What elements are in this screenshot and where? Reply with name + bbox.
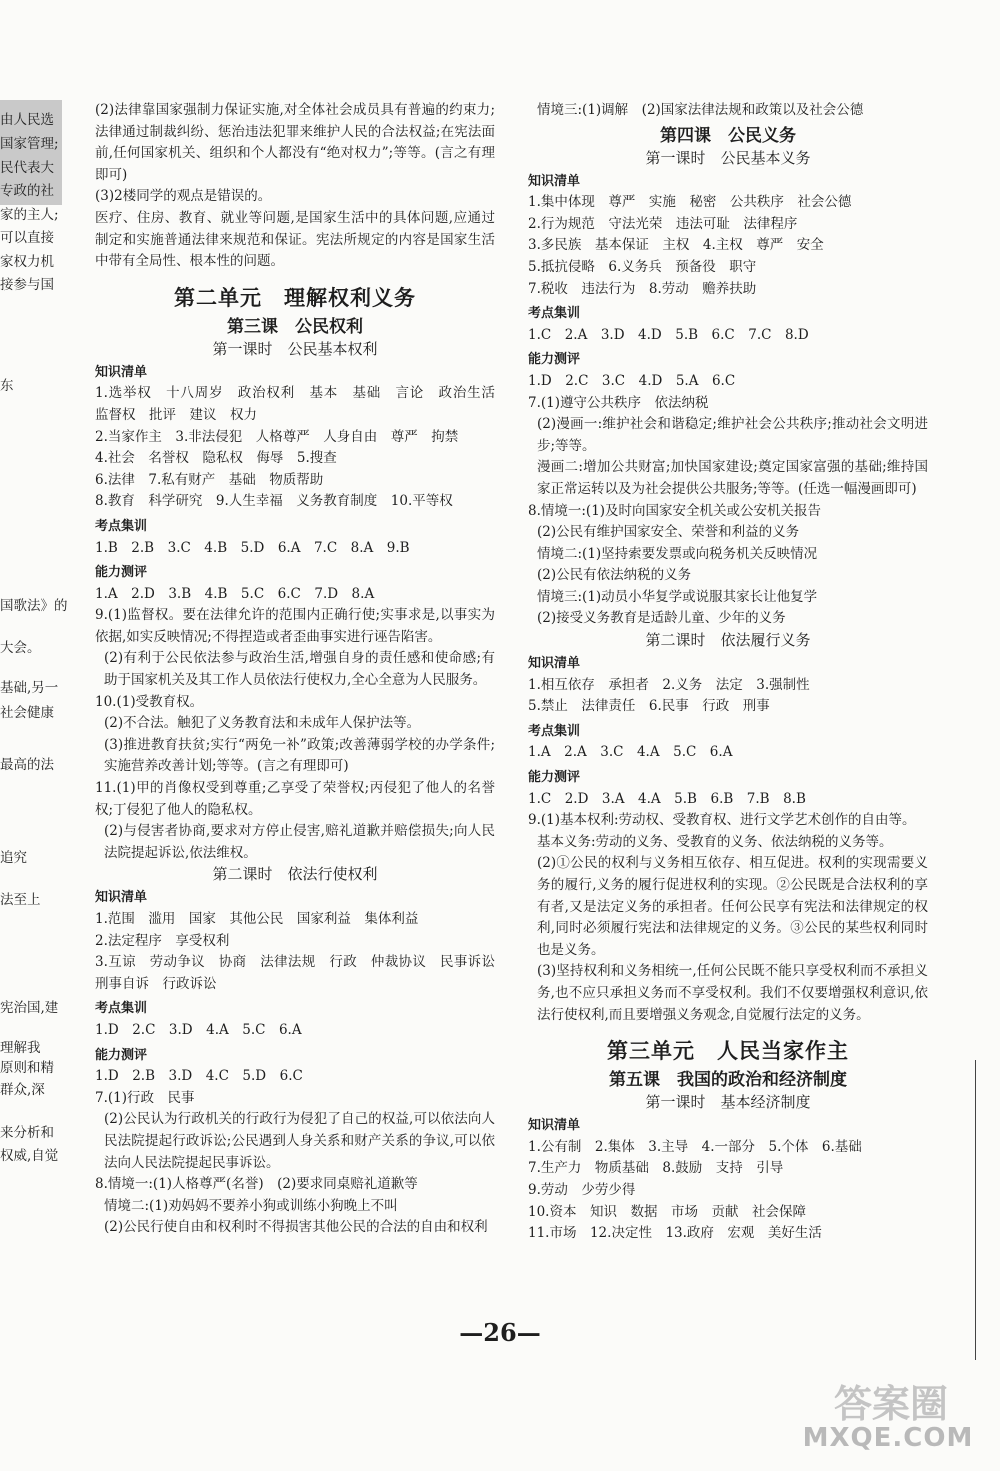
left-fragment-text: 法至上 xyxy=(0,892,41,908)
answer-line: (2)公民行使自由和权利时不得损害其他公民的合法的自由和权利 xyxy=(104,1219,488,1236)
answer-line: 8.情境一:(1)人格尊严(名誉) (2)要求同桌赔礼道歉等 xyxy=(95,1176,418,1193)
answer-line: 1.C 2.A 3.D 4.D 5.B 6.C 7.C 8.D xyxy=(528,326,809,343)
left-fragment-text: 理解我 xyxy=(0,1040,41,1056)
left-fragment-text: 基础,另一 xyxy=(0,680,59,696)
answer-line: 情境二:(1)劝妈妈不要养小狗或训练小狗晚上不叫 xyxy=(104,1197,398,1214)
section-heading: 考点集训 xyxy=(95,518,148,534)
answer-line: 1.集中体现 尊严 实施 秘密 公共秩序 社会公德 xyxy=(528,194,852,211)
answer-line: 1.D 2.C 3.C 4.D 5.A 6.C xyxy=(528,372,736,389)
answer-line: 11.市场 12.决定性 13.政府 宏观 美好生活 xyxy=(528,1225,822,1242)
answer-line: (2)公民有依法纳税的义务 xyxy=(537,567,692,584)
answer-line: 1.范围 滥用 国家 其他公民 国家利益 集体利益 xyxy=(95,911,419,927)
section-heading: 考点集训 xyxy=(95,1001,148,1017)
unit-title: 第三单元 人民当家作主 xyxy=(607,1039,849,1064)
answer-line: 7.生产力 物质基础 8.鼓励 支持 引导 xyxy=(528,1160,784,1177)
answer-line: 漫画二:增加公共财富;加快国家建设;奠定国家富强的基础;维持国家正常运转以及为社会提供公共服务;等等。(任选一幅漫画即可) xyxy=(537,459,928,497)
left-fragment-text: 由人民选 xyxy=(0,112,54,128)
left-page-fragment xyxy=(0,100,75,1300)
left-column xyxy=(95,100,509,1239)
left-fragment-text: 可以直接 xyxy=(0,230,54,246)
answer-line: 10.资本 知识 数据 市场 贡献 社会保障 xyxy=(528,1203,806,1220)
answer-line: 7.(1)行政 民事 xyxy=(95,1089,195,1106)
answer-line: (2)不合法。触犯了义务教育法和未成年人保护法等。 xyxy=(104,715,421,732)
section-heading: 知识清单 xyxy=(528,1118,581,1134)
answer-line: (2)①公民的权利与义务相互依存、相互促进。权利的实现需要义务的履行,义务的履行促进权利的实现。②公民既是合法权利的享有者,又是法定义务的承担者。任何公民享有宪法和法律规定的权利,同时必须履行宪法和法律规定的义务。③公民的某些权利同时也是义务。 xyxy=(537,855,928,958)
page-number: —26— xyxy=(459,1318,541,1347)
lesson-title: 第四课 公民义务 xyxy=(660,125,796,146)
period-title: 第二课时 依法行使权利 xyxy=(212,865,378,884)
answer-line: 5.抵抗侵略 6.义务兵 预备役 职守 xyxy=(528,258,757,275)
answer-line: (2)有利于公民依法参与政治生活,增强自身的责任感和使命感;有助于国家机关及其工作人员依法行使权力,全心全意为人民服务。 xyxy=(104,650,495,689)
answer-line: 1.A 2.D 3.B 4.B 5.C 6.C 7.D 8.A xyxy=(95,585,375,602)
answer-line: 9.(1)监督权。要在法律允许的范围内正确行使;实事求是,以事实为依据,如实反映情况;不得捏造或者歪曲事实进行诬告陷害。 xyxy=(95,607,495,645)
answer-line: (2)与侵害者协商,要求对方停止侵害,赔礼道歉并赔偿损失;向人民法院提起诉讼,依法维权。 xyxy=(104,823,495,861)
page-edge-rule xyxy=(975,1060,976,1360)
answer-line: 11.(1)甲的肖像权受到尊重;乙享受了荣誉权;丙侵犯了他人的名誉权;丁侵犯了他人的隐私权。 xyxy=(95,780,495,818)
left-fragment-text: 群众,深 xyxy=(0,1082,45,1098)
left-fragment-text: 宪治国,建 xyxy=(0,1000,59,1016)
lesson-title: 第五课 我国的政治和经济制度 xyxy=(609,1070,847,1091)
answer-line: (3)推进教育扶贫;实行“两免一补”政策;改善薄弱学校的办学条件;实施营养改善计划;等等。(言之有理即可) xyxy=(104,736,495,775)
answer-line: 7.(1)遵守公共秩序 依法纳税 xyxy=(528,394,709,411)
answer-line: (2)接受义务教育是适龄儿童、少年的义务 xyxy=(537,610,786,627)
answer-line: 基本义务:劳动的义务、受教育的义务、依法纳税的义务等。 xyxy=(537,833,893,850)
answer-line: 1.公有制 2.集体 3.主导 4.一部分 5.个体 6.基础 xyxy=(528,1138,862,1155)
left-fragment-text: 社会健康 xyxy=(0,705,54,721)
section-heading: 能力测评 xyxy=(95,1047,148,1063)
answer-line: 2.行为规范 守法光荣 违法可耻 法律程序 xyxy=(528,215,798,232)
answer-line: 10.(1)受教育权。 xyxy=(95,693,204,710)
left-fragment-text: 家的主人; xyxy=(0,207,59,223)
left-fragment-text: 接参与国 xyxy=(0,277,54,293)
answer-line: (2)漫画一:维护社会和谐稳定;维护社会公共秩序;推动社会文明进步;等等。 xyxy=(537,416,928,454)
answer-line: 7.税收 违法行为 8.劳动 赡养扶助 xyxy=(528,280,757,297)
answer-line: 6.法律 7.私有财产 基础 物质帮助 xyxy=(95,471,324,488)
section-heading: 考点集训 xyxy=(528,723,581,739)
answer-line: 3.互谅 劳动争议 协商 法律法规 行政 仲裁协议 民事诉讼 刑事自诉 行政诉讼 xyxy=(95,954,509,992)
answer-line: 9.劳动 少劳少得 xyxy=(528,1181,636,1198)
left-fragment-text: 大会。 xyxy=(0,640,41,656)
left-fragment-text: 国歌法》的 xyxy=(0,598,68,614)
answer-line: 8.教育 科学研究 9.人生幸福 义务教育制度 10.平等权 xyxy=(95,493,453,510)
answer-line: 情境三:(1)调解 (2)国家法律法规和政策以及社会公德 xyxy=(537,102,864,118)
left-fragment-text: 最高的法 xyxy=(0,757,54,773)
section-heading: 知识清单 xyxy=(528,656,581,672)
answer-line: (2)公民有维护国家安全、荣誉和利益的义务 xyxy=(537,524,800,541)
left-fragment-text: 民代表大 xyxy=(0,160,54,176)
answer-line: 8.情境一:(1)及时向国家安全机关或公安机关报告 xyxy=(528,502,822,519)
left-fragment-text: 专政的社 xyxy=(0,183,54,199)
period-title: 第一课时 公民基本义务 xyxy=(645,148,811,167)
period-title: 第一课时 基本经济制度 xyxy=(645,1093,811,1112)
watermark-logo: 答案圈 xyxy=(833,1382,948,1426)
answer-line: 9.(1)基本权利:劳动权、受教育权、进行文学艺术创作的自由等。 xyxy=(528,812,916,829)
answer-line: 4.社会 名誉权 隐私权 侮辱 5.搜查 xyxy=(95,450,337,467)
lesson-title: 第三课 公民权利 xyxy=(227,316,363,337)
left-fragment-text: 追究 xyxy=(0,850,27,866)
answer-line: 2.当家作主 3.非法侵犯 人格尊严 人身自由 尊严 拘禁 xyxy=(95,428,459,445)
answer-line: 1.D 2.B 3.D 4.C 5.D 6.C xyxy=(95,1068,303,1085)
answer-line: 5.禁止 法律责任 6.民事 行政 刑事 xyxy=(528,698,770,715)
left-fragment-text: 权威,自觉 xyxy=(0,1148,59,1164)
answer-line: 1.D 2.C 3.D 4.A 5.C 6.A xyxy=(95,1021,302,1038)
answer-line: 1.B 2.B 3.C 4.B 5.D 6.A 7.C 8.A 9.B xyxy=(95,539,410,556)
left-fragment-text: 原则和精 xyxy=(0,1060,54,1076)
section-heading: 知识清单 xyxy=(95,890,148,906)
answer-line: (3)2楼同学的观点是错误的。 xyxy=(95,188,272,205)
answer-line: 情境二:(1)坚持索要发票或向税务机关反映情况 xyxy=(537,545,818,562)
section-heading: 能力测评 xyxy=(95,565,148,581)
answer-line: 1.C 2.D 3.A 4.A 5.B 6.B 7.B 8.B xyxy=(528,790,806,807)
answer-line: 3.多民族 基本保证 主权 4.主权 尊严 安全 xyxy=(528,237,824,254)
section-heading: 能力测评 xyxy=(528,352,581,368)
answer-line: 情境三:(1)动员小华复学或说服其家长让他复学 xyxy=(537,588,818,605)
left-fragment-text: 东 xyxy=(0,378,14,394)
section-heading: 考点集训 xyxy=(528,306,581,322)
answer-line: 2.法定程序 享受权利 xyxy=(95,932,230,949)
left-fragment-text: 国家管理; xyxy=(0,136,59,152)
left-fragment-text: 家权力机 xyxy=(0,254,54,270)
section-heading: 知识清单 xyxy=(95,364,148,380)
answer-line: (2)公民认为行政机关的行政行为侵犯了自己的权益,可以依法向人民法院提起行政诉讼;公民遇到人身关系和财产关系的争议,可以依法向人民法院提起民事诉讼。 xyxy=(104,1111,495,1171)
section-heading: 能力测评 xyxy=(528,770,581,786)
answer-line: (3)坚持权利和义务相统一,任何公民既不能只享受权利而不承担义务,也不应只承担义务而不享受权利。我们不仅要增强权利意识,依法行使权利,而且要增强义务观念,自觉履行法定的义务。 xyxy=(537,963,928,1023)
watermark xyxy=(798,1373,978,1457)
answer-line: 医疗、住房、教育、就业等问题,是国家生活中的具体问题,应通过制定和实施普通法律来规范和保证。宪法所规定的内容是国家生活中带有全局性、根本性的问题。 xyxy=(95,209,495,270)
section-heading: 知识清单 xyxy=(528,173,581,189)
answer-line: 1.选举权 十八周岁 政治权利 基本 基础 言论 政治生活 监督权 批评 建议 权力 xyxy=(95,385,509,423)
period-title: 第一课时 公民基本权利 xyxy=(212,339,378,358)
period-title: 第二课时 依法履行义务 xyxy=(645,631,811,650)
answer-line: 1.相互依存 承担者 2.义务 法定 3.强制性 xyxy=(528,676,810,693)
left-fragment-text: 来分析和 xyxy=(0,1125,54,1141)
watermark-url: MXQE.COM xyxy=(802,1423,974,1453)
answer-line: (2)法律靠国家强制力保证实施,对全体社会成员具有普遍的约束力;法律通过制裁纠纷、惩治违法犯罪来维护人民的合法权益;在宪法面前,任何国家机关、组织和个人都没有“绝对权力”;等等。(言之有理即可) xyxy=(95,102,495,183)
answer-line: 1.A 2.A 3.C 4.A 5.C 6.A xyxy=(528,744,733,761)
unit-title: 第二单元 理解权利义务 xyxy=(174,285,416,310)
right-column xyxy=(528,100,928,1245)
